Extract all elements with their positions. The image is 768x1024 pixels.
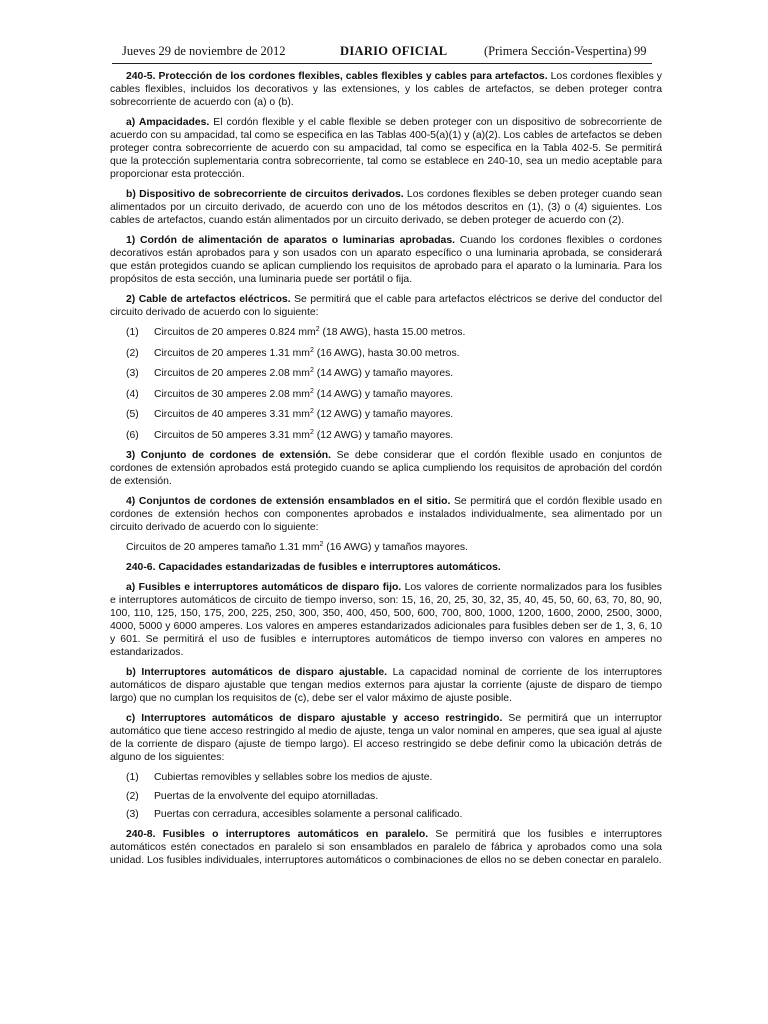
list-item	[110, 347, 662, 360]
heading-fusibles-fijo: a) Fusibles e interruptores automáticos de disparo fijo.	[126, 582, 402, 593]
paragraph-conjuntos-sitio	[110, 495, 662, 534]
list-text: Circuitos de 40 amperes 3.31 $mm^2$ (12 AWG) y tamaño mayores.	[154, 408, 454, 420]
list-text: Circuitos de 20 amperes 1.31 $mm^2$ (16 AWG), hasta 30.00 metros.	[154, 346, 460, 359]
list-number: (6)	[126, 429, 139, 441]
list-item	[110, 326, 662, 339]
list-item	[110, 408, 662, 421]
list-number: (3)	[126, 809, 139, 820]
heading-conjuntos-sitio: 4) Conjuntos de cordones de extensión ensamblados en el sitio.	[126, 496, 451, 507]
list-number: (3)	[126, 368, 139, 379]
paragraph-text: Se permitirá que el cordón flexible usado en cordones de extensión hechos con componentes aprobados e instalados individualmente, sea alimentado por un circuito derivado de acuerdo con lo siguiente:	[110, 496, 662, 533]
list-text: Puertas de la envolvente del equipo atornilladas.	[154, 790, 379, 802]
paragraph-fusibles-fijo	[110, 581, 662, 659]
header-page-number: 99	[634, 44, 647, 58]
heading-cordon-alimentacion: 1) Cordón de alimentación de aparatos o luminarias aprobadas.	[126, 235, 456, 246]
heading-acceso-restringido: c) Interruptores automáticos de disparo ajustable y acceso restringido.	[126, 713, 503, 724]
list-text: Circuitos de 20 amperes 0.824 $mm^2$ (18 AWG), hasta 15.00 metros.	[154, 326, 466, 338]
heading-conjunto-cordones: 3) Conjunto de cordones de extensión.	[126, 450, 332, 461]
header-publication: DIARIO OFICIAL	[340, 44, 448, 58]
list-number: (4)	[126, 388, 139, 400]
paragraph-conjunto-cordones	[110, 449, 662, 488]
header-date: Jueves 29 de noviembre de 2012	[122, 44, 286, 58]
heading-cable-artefactos: 2) Cable de artefactos eléctricos.	[126, 294, 291, 305]
page-header	[112, 43, 652, 64]
paragraph-240-6	[110, 561, 662, 574]
list-text: Circuitos de 20 amperes 2.08 $mm^2$ (14 AWG) y tamaño mayores.	[154, 367, 454, 379]
paragraph-text: Los cordones flexibles y cables flexibles, incluidos los decorativos y las extensiones, y los cables de artefactos, se deben proteger contra sobrecorriente de acuerdo con (a) o (b).	[110, 71, 663, 108]
list-number: (1)	[126, 327, 139, 338]
paragraph-text: Se permitirá que los fusibles e interruptores automáticos estén conectados en paralelo si son ensamblados en paralelo de fábrica y aprobados como una sola unidad. Los fusibles individuales, interruptores automáticos o combinaciones de ellos no se deben conectar en paralelo.	[110, 829, 662, 866]
list-item	[110, 429, 662, 442]
paragraph-text: Cuando los cordones flexibles o cordones decorativos están aprobados para y son usados con un aparato específico o una luminaria aprobada, se considerará que están protegidos cuando se aplican cumpliendo los requisitos de aprobado para el aparato o la luminaria. Para los propósitos de esta sección, una luminaria puede ser portátil o fija.	[110, 235, 663, 285]
paragraph-text: Los valores de corriente normalizados para los fusibles e interruptores automáticos de circuito de tiempo inverso, son: 15, 16, 20, 25, 30, 32, 35, 40, 45, 50, 60, 63, 70, 80, 90, 100, 110, 125, 150, 175, 200, 225, 250, 300, 350, 400, 450, 500, 600, 700, 800, 1000, 1200, 1600, 2000, 2500, 3000, 4000, 5000 y 6000 amperes. Los valores en amperes estandarizados adicionales para fusibles deben ser de 1, 3, 6, 10 y 601. Se permitirá el uso de fusibles e interruptores automáticos de tiempo inverso con valores en amperes no estandarizados.	[110, 582, 662, 658]
paragraph-dispositivo	[110, 188, 662, 227]
list-text: Circuitos de 50 amperes 3.31 $mm^2$ (12 AWG) y tamaño mayores.	[154, 428, 454, 441]
paragraph-text: La capacidad nominal de corriente de los interruptores automáticos de disparo ajustable que tengan medios externos para ajustar la corriente (ajuste de disparo de tiempo largo) que no cumplan los requisitos de (c), debe ser el valor máximo de ajuste posible.	[110, 667, 662, 704]
paragraph-cordon-alimentacion	[110, 234, 662, 286]
heading-ampacidades: a) Ampacidades.	[126, 117, 210, 128]
list-number: (1)	[126, 772, 139, 783]
list-item	[110, 388, 662, 401]
heading-dispositivo: b) Dispositivo de sobrecorriente de circuitos derivados.	[126, 189, 404, 200]
heading-240-8: 240-8. Fusibles o interruptores automáticos en paralelo.	[126, 829, 429, 840]
list-number: (5)	[126, 409, 139, 420]
access-list	[110, 771, 662, 821]
paragraph-text: Se permitirá que un interruptor automático que tiene acceso restringido al medio de ajuste, tenga un valor nominal en amperes, que sea igual al ajuste de la corriente de disparo (ajuste de tiempo largo). El acceso restringido se debe definir como la ubicación detrás de alguno de los siguientes:	[110, 713, 662, 763]
heading-240-5: 240-5. Protección de los cordones flexibles, cables flexibles y cables para artefactos.	[126, 71, 548, 82]
list-item	[110, 790, 662, 803]
list-text: Circuitos de 30 amperes 2.08 $mm^2$ (14 AWG) y tamaño mayores.	[154, 387, 454, 400]
paragraph-240-5	[110, 70, 662, 109]
list-text: Cubiertas removibles y sellables sobre los medios de ajuste.	[154, 772, 433, 783]
list-number: (2)	[126, 790, 139, 802]
paragraph-240-8	[110, 828, 662, 867]
list-item	[110, 771, 662, 784]
paragraph-circuit-line: Circuitos de 20 amperes tamaño 1.31 $mm^2$ (16 AWG) y tamaños mayores.	[126, 541, 468, 553]
heading-disparo-ajustable: b) Interruptores automáticos de disparo ajustable.	[126, 667, 388, 678]
heading-240-6: 240-6. Capacidades estandarizadas de fusibles e interruptores automáticos.	[126, 562, 501, 573]
paragraph-ampacidades	[110, 116, 662, 181]
header-section: (Primera Sección-Vespertina)	[484, 44, 632, 58]
paragraph-disparo-ajustable	[110, 666, 662, 705]
paragraph-acceso-restringido	[110, 712, 662, 764]
circuit-list	[110, 326, 662, 442]
paragraph-text: Se permitirá que el cable para artefactos eléctricos se derive del conductor del circuito derivado de acuerdo con lo siguiente:	[110, 294, 663, 318]
list-item	[110, 808, 662, 821]
paragraph-cable-artefactos	[110, 293, 662, 319]
list-text: Puertas con cerradura, accesibles solamente a personal calificado.	[154, 809, 463, 820]
paragraph-text: Se debe considerar que el cordón flexible usado en conjuntos de cordones de extensión aprobados está protegido cuando se aplica cumpliendo los requisitos de aprobación del cordón de extensión.	[110, 450, 662, 487]
list-item	[110, 367, 662, 380]
paragraph-text: Los cordones flexibles se deben proteger cuando sean alimentados por un circuito derivado, de acuerdo con uno de los métodos descritos en (1), (3) o (4) siguientes. Los cables de artefactos, cuando están alimentados por un circuito derivado, se deben proteger de acuerdo con (2).	[110, 189, 662, 226]
document-body	[110, 70, 662, 874]
paragraph-text: El cordón flexible y el cable flexible se deben proteger con un dispositivo de sobrecorriente de acuerdo con su ampacidad, tal como se especifica en las Tablas 400-5(a)(1) y (a)(2). Los cables de artefactos se deben proteger contra sobrecorriente de acuerdo con su ampacidad, tal como se especifica en la Tabla 402-5. Se permitirá que la protección suplementaria contra sobrecorriente, tal como se establece en 240-10, sea un medio aceptable para proporcionar esta protección.	[110, 117, 662, 180]
list-number: (2)	[126, 347, 139, 359]
